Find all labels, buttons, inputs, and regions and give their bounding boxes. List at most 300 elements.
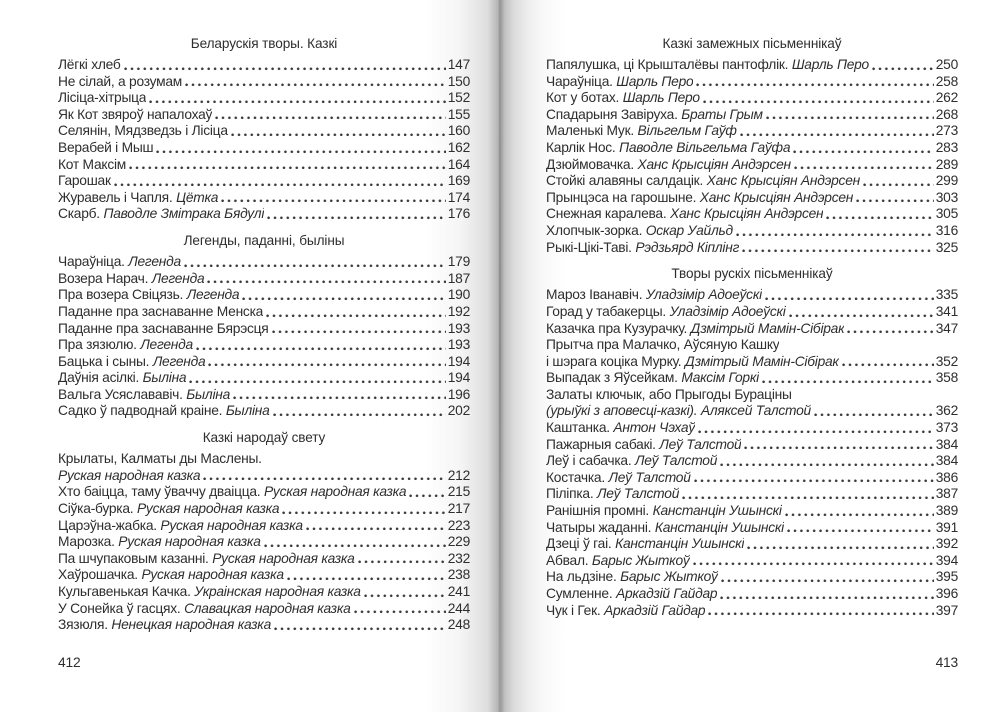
entry-title-part: Даўнія асілкі. (58, 370, 143, 386)
entry-title (546, 223, 733, 240)
entry-title-part: Чараўніца. (58, 254, 129, 270)
entry-page-number: 223 (447, 517, 470, 533)
toc-entry (546, 553, 958, 570)
entry-title-part: Украінская народная казка (194, 583, 361, 599)
toc-entry (58, 337, 470, 354)
entry-title-part: Вальга Усяслававіч. (58, 386, 187, 402)
section-heading: Творы рускіх пісьменнікаў (671, 266, 833, 282)
entry-title (58, 90, 146, 107)
toc-entry (546, 603, 958, 620)
entry-page-number: 262 (935, 90, 958, 106)
entry-title (58, 567, 284, 584)
entry-title-part: Легенда (140, 337, 193, 353)
toc-entry (58, 534, 470, 551)
entry-title (58, 173, 111, 190)
entry-title-part: Барыс Жыткоў (591, 552, 690, 568)
toc-entry (58, 551, 470, 568)
entry-title-part: Крылаты, Калматы ды Маслены. (58, 451, 262, 467)
dot-leader (747, 546, 934, 550)
toc-entry (58, 287, 470, 304)
entry-title-part: Канстанцін Ушынскі (654, 519, 784, 535)
entry-title-part: Канстанцін Ушынскі (615, 536, 745, 552)
entry-page-number: 196 (447, 386, 470, 402)
entry-title (58, 107, 212, 124)
entry-page-number: 384 (935, 436, 958, 452)
dot-leader (203, 477, 445, 481)
entry-title-part: Паводле Вільгельма Гаўфа (619, 140, 791, 156)
toc-entry (58, 584, 470, 601)
entry-title-part: Дзмітрый Мамін-Сібірак (684, 353, 839, 369)
entry-title-part: Цётка (176, 189, 219, 205)
entry-page-number: 155 (447, 106, 470, 122)
entry-title (546, 321, 844, 338)
entry-title-part: Руская народная казка (263, 484, 407, 500)
entry-title (58, 321, 269, 338)
entry-title (546, 287, 762, 304)
entry-page-number: 352 (935, 353, 958, 369)
toc-entry (546, 370, 958, 387)
dot-leader (282, 511, 445, 515)
entry-title (546, 173, 860, 190)
dot-leader (708, 612, 933, 616)
entry-page-number: 150 (447, 73, 470, 89)
dot-leader (766, 116, 934, 120)
dot-leader (785, 513, 934, 517)
entry-title (58, 140, 153, 157)
entry-title (546, 520, 784, 537)
entry-title (546, 57, 869, 74)
entry-page-number: 325 (935, 239, 958, 255)
dot-leader (274, 627, 446, 631)
entry-title-part: Паводле Змітрака Бядулі (103, 206, 265, 222)
right-page-footer-number: 413 (935, 655, 958, 670)
dot-leader (742, 249, 934, 253)
entry-title-part: Барыс Жыткоў (620, 569, 718, 585)
toc-entry (58, 271, 470, 288)
toc-entry (58, 157, 470, 174)
entry-title-part: Селянін, Мядзведзь і Лісіца (58, 123, 228, 139)
entry-title-part: Руская народная казка (160, 517, 303, 533)
entry-title-part: Карлік Нос. (546, 140, 620, 156)
toc-entry (58, 74, 470, 91)
toc-entry (58, 254, 470, 271)
entry-title-part: Леў Талстой (608, 469, 691, 485)
entry-title-part: Сумленне. (546, 586, 616, 601)
dot-leader (826, 216, 933, 220)
entry-title-part: Каштанка. (546, 420, 614, 436)
entry-title-part: Спадарыня Завіруха. (546, 106, 682, 122)
entry-title-part: Чатыры жаданні. (546, 519, 655, 535)
entry-page-number: 202 (447, 403, 470, 419)
entry-page-number: 241 (447, 583, 470, 599)
dot-leader (720, 463, 934, 467)
entry-title (546, 107, 763, 124)
entry-page-number: 248 (447, 617, 470, 633)
entry-title (546, 437, 741, 454)
entry-title-part: Возера Нарач. (58, 270, 152, 286)
dot-leader (703, 100, 934, 104)
entry-title (546, 90, 700, 107)
entry-title-part: Дзеці ў гаі. (546, 536, 616, 552)
entry-title-part: Леў і сабачка. (546, 453, 636, 469)
entry-title (58, 206, 264, 223)
toc-entry (546, 387, 958, 404)
entry-title-part: Гарошак (58, 173, 111, 189)
dot-leader (208, 363, 445, 367)
entry-title-part: Лёгкі хлеб (58, 57, 121, 73)
toc-entry (546, 520, 958, 537)
entry-title-part: Чараўніца. (546, 73, 617, 89)
entry-title-part: Царэўна-жабка. (58, 517, 161, 533)
toc-entry (58, 140, 470, 157)
entry-page-number: 238 (447, 567, 470, 583)
entry-title-part: Аркадзій Гайдар (604, 602, 706, 618)
toc-entry (546, 503, 958, 520)
toc-entry (58, 57, 470, 74)
entry-page-number: 316 (935, 223, 958, 239)
dot-leader (364, 594, 446, 598)
entry-title-part: Верабей і Мыш (58, 140, 154, 156)
dot-leader (354, 610, 446, 614)
entry-title-part: Аркадзій Гайдар (616, 586, 718, 601)
dot-leader (682, 496, 934, 500)
entry-title-part: Рэдзьярд Кіплінг (635, 239, 740, 255)
dot-leader (721, 579, 934, 583)
entry-title-part: Костачка. (546, 469, 609, 485)
dot-leader (696, 83, 933, 87)
entry-title (58, 304, 263, 321)
entry-page-number: 391 (935, 519, 958, 535)
dot-leader (358, 560, 446, 564)
dot-leader (185, 83, 446, 87)
toc-entry (546, 453, 958, 470)
entry-title-part: Зязюля. (58, 617, 112, 633)
toc-entry (546, 123, 958, 140)
entry-title-part: Сіўка-бурка. (58, 500, 137, 516)
entry-title-part: Журавель і Чапля. (58, 189, 177, 205)
entry-title-part: Кульгавенькая Качка. (58, 583, 195, 599)
entry-title-part: Залаты ключык, або Прыгоды Бураціны (546, 386, 792, 402)
left-page-footer-number: 412 (58, 655, 81, 670)
entry-page-number: 305 (935, 206, 958, 222)
entry-title (546, 569, 718, 586)
entry-title-part: Прынцэса на гарошыне. (546, 189, 700, 205)
entry-title-part: Максім Горкі (681, 370, 759, 386)
entry-title-part: Ненецкая народная казка (111, 617, 271, 633)
dot-leader (872, 67, 934, 71)
section-heading: Казкі народаў свету (202, 430, 326, 446)
toc-entry (546, 536, 958, 553)
dot-leader (793, 150, 933, 154)
entry-page-number: 335 (935, 287, 958, 303)
toc-entry (546, 157, 958, 174)
toc-entry (58, 107, 470, 124)
toc-entry (546, 586, 958, 603)
entry-title-part: Руская народная казка (118, 534, 261, 550)
entry-title-part: Ранішнія промні. (546, 503, 653, 519)
entry-title-part: Пажарныя сабакі. (546, 436, 660, 452)
entry-title-part: Легенда (151, 270, 205, 286)
toc-entry (58, 403, 470, 420)
dot-leader (273, 413, 446, 417)
entry-title (58, 354, 205, 371)
dot-leader (114, 183, 446, 187)
entry-title (58, 271, 204, 288)
entry-title-part: Леў Талстой (659, 436, 742, 452)
entry-title-part: Як Кот звяроў напалохаў (58, 106, 213, 122)
entry-title-part: Горад у табакерцы. (546, 303, 670, 319)
entry-title (58, 123, 228, 140)
toc-entry (546, 403, 958, 420)
entry-page-number: 192 (447, 303, 470, 319)
entry-title-part: Шарль Перо (622, 90, 700, 106)
entry-title (58, 518, 303, 535)
toc-entry (546, 90, 958, 107)
toc-entry (58, 617, 470, 634)
entry-title-part: Канстанцін Ушынскі (652, 503, 782, 519)
entry-title (58, 501, 279, 518)
entry-page-number: 273 (935, 123, 958, 139)
dot-leader (207, 280, 445, 284)
entry-page-number: 194 (447, 353, 470, 369)
entry-title (58, 57, 121, 74)
toc-entry (546, 140, 958, 157)
entry-title (58, 190, 218, 207)
entry-title-part: Быліна (186, 386, 231, 402)
entry-title-part: Руская народная казка (136, 500, 280, 516)
entry-title-part: Славацкая народная казка (184, 600, 351, 616)
entry-title-part: Уладзімір Адоеўскі (645, 287, 762, 303)
entry-page-number: 176 (447, 206, 470, 222)
toc-section (58, 233, 470, 420)
entry-title-part: Руская народная казка (141, 567, 284, 583)
entry-title-part: Ханс Крысціян Андэрсен (637, 156, 791, 172)
entry-title (58, 157, 126, 174)
dot-leader (789, 314, 934, 318)
entry-page-number: 215 (447, 484, 470, 500)
dot-leader (762, 380, 934, 384)
dot-leader (863, 183, 934, 187)
dot-leader (129, 166, 446, 170)
entry-page-number: 258 (935, 73, 958, 89)
entry-title-part: Хлопчык-зорка. (546, 223, 646, 239)
entry-page-number: 373 (935, 420, 958, 436)
entry-title-part: Пра возера Свіцязь. (58, 287, 187, 303)
entry-title (58, 370, 186, 387)
entry-title (546, 420, 695, 437)
dot-leader (842, 363, 934, 367)
entry-page-number: 347 (935, 320, 958, 336)
dot-leader (215, 116, 446, 120)
dot-leader (233, 396, 446, 400)
entry-title (58, 534, 261, 551)
entry-title-part: і шэрага коціка Мурку. (546, 353, 685, 369)
entry-title-part: Ханс Крысціян Андэрсен (670, 206, 824, 222)
entry-title (58, 601, 351, 618)
entry-title-part: Антон Чэхаў (613, 420, 695, 436)
entry-title-part: Прытча пра Малачко, Аўсяную Кашку (546, 337, 780, 353)
entry-title (546, 603, 705, 620)
entry-title (546, 157, 791, 174)
entry-title (546, 190, 853, 207)
entry-title-part: Ханс Крысціян Андэрсен (699, 189, 854, 205)
toc-entry (58, 370, 470, 387)
dot-leader (856, 199, 934, 203)
dot-leader (720, 596, 933, 600)
entry-title-part: Дзмітрый Мамін-Сібірак (690, 320, 845, 336)
entry-title-part: Быліна (225, 403, 270, 419)
toc-entry (58, 518, 470, 535)
dot-leader (765, 297, 934, 301)
entry-title (546, 123, 737, 140)
entry-title-part: Выпадак з Яўсейкам. (546, 370, 682, 386)
dot-leader (794, 166, 934, 170)
toc-entry (58, 304, 470, 321)
entry-title (58, 617, 271, 634)
book-spine-shadow (499, 0, 501, 712)
entry-title-part: Аляксей Талстой (700, 403, 811, 419)
dot-leader (740, 133, 934, 137)
dot-leader (264, 544, 446, 548)
entry-title-part: Стойкі алавяны салдацік. (546, 173, 707, 189)
dot-leader (196, 347, 446, 351)
entry-title (546, 586, 717, 603)
toc-entry (546, 437, 958, 454)
dot-leader (267, 216, 446, 220)
entry-title (546, 503, 782, 520)
entry-title-part: Скарб. (58, 206, 104, 222)
entry-title-part: Пра зязюлю. (58, 337, 141, 353)
toc-section (546, 36, 958, 256)
entry-title-part: Вільгельм Гаўф (637, 123, 737, 139)
dot-leader (149, 100, 446, 104)
entry-title (546, 453, 717, 470)
entry-page-number: 397 (935, 602, 958, 618)
entry-title (546, 553, 690, 570)
entry-page-number: 147 (447, 57, 470, 73)
entry-title-part: Шарль Перо (616, 73, 694, 89)
entry-title (546, 470, 691, 487)
dot-leader (787, 529, 934, 533)
entry-page-number: 389 (935, 503, 958, 519)
dot-leader (698, 430, 934, 434)
toc-entry (546, 223, 958, 240)
entry-title-part: Казачка пра Кузурачку. (546, 320, 691, 336)
entry-title-part: Марозка. (58, 534, 119, 550)
toc-entry (546, 354, 958, 371)
dot-leader (266, 314, 446, 318)
entry-page-number: 169 (447, 173, 470, 189)
entry-title (546, 140, 790, 157)
entry-title-part: (урыўкі з аповесці-казкі). (546, 403, 701, 419)
entry-title-part: У Сонейка ў гасцях. (58, 600, 185, 616)
entry-title-part: Маленькі Мук. (546, 123, 638, 139)
entry-title (546, 486, 679, 503)
entry-page-number: 179 (447, 254, 470, 270)
entry-title (58, 584, 361, 601)
dot-leader (744, 446, 933, 450)
entry-page-number: 244 (447, 600, 470, 616)
entry-page-number: 193 (447, 320, 470, 336)
entry-title-part: Браты Грым (681, 106, 763, 122)
entry-page-number: 341 (935, 303, 958, 319)
entry-title-part: Руская народная казка (212, 550, 355, 566)
entry-page-number: 174 (447, 189, 470, 205)
toc-entry (58, 468, 470, 485)
entry-title-part: Кот у ботах. (546, 90, 623, 106)
dot-leader (814, 413, 934, 417)
toc-entry (58, 321, 470, 338)
section-heading: Беларускія творы. Казкі (190, 36, 338, 51)
entry-page-number: 187 (447, 270, 470, 286)
toc-entry (58, 451, 470, 468)
toc-entry (546, 74, 958, 91)
toc-entry (58, 387, 470, 404)
dot-leader (272, 330, 446, 334)
entry-title (546, 206, 823, 223)
entry-page-number: 396 (935, 586, 958, 601)
entry-title-part: Чук і Гек. (546, 602, 605, 618)
entry-title (58, 468, 200, 485)
entry-title-part: Уладзімір Адоеўскі (669, 303, 786, 319)
toc-entry (58, 501, 470, 518)
entry-title (58, 74, 182, 91)
entry-page-number: 394 (935, 552, 958, 568)
section-heading: Легенды, паданні, быліны (183, 233, 345, 249)
entry-title-part: Быліна (142, 370, 187, 386)
entry-title (546, 304, 786, 321)
entry-title-part: Рыкі-Цікі-Таві. (546, 239, 636, 255)
dot-leader (736, 233, 934, 237)
entry-title (546, 354, 839, 371)
toc-entry (546, 569, 958, 586)
toc-section (58, 430, 470, 634)
entry-title (546, 536, 744, 553)
entry-title-part: Леў Талстой (597, 486, 680, 502)
dot-leader (847, 330, 933, 334)
entry-title-part: На льдзіне. (546, 569, 621, 585)
entry-page-number: 190 (447, 287, 470, 303)
entry-title-part: Леў Талстой (635, 453, 718, 469)
entry-title-part: Паданне пра заснаванне Менска (58, 303, 264, 319)
entry-page-number: 232 (447, 550, 470, 566)
entry-title-part: Шарль Перо (791, 57, 869, 73)
toc-entry (58, 190, 470, 207)
dot-leader (124, 67, 446, 71)
entry-page-number: 162 (447, 140, 470, 156)
toc-entry (546, 321, 958, 338)
section-heading: Казкі замежных пісьменнікаў (662, 36, 842, 51)
entry-page-number: 217 (447, 500, 470, 516)
toc-entry (546, 240, 958, 257)
toc-entry (546, 173, 958, 190)
toc-entry (546, 107, 958, 124)
toc-entry (546, 190, 958, 207)
entry-title (58, 254, 181, 271)
entry-title (58, 551, 355, 568)
entry-title-part: Легенда (152, 353, 206, 369)
entry-page-number: 268 (935, 106, 958, 122)
entry-title-part: Легенда (186, 287, 240, 303)
toc-entry (58, 173, 470, 190)
dot-leader (409, 494, 445, 498)
toc-entry (58, 206, 470, 223)
toc-section (58, 36, 470, 223)
toc-entry (546, 337, 958, 354)
toc-entry (58, 601, 470, 618)
dot-leader (231, 133, 446, 137)
entry-title (58, 337, 193, 354)
